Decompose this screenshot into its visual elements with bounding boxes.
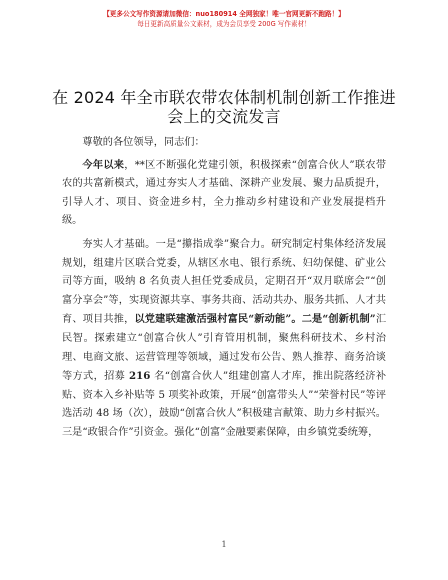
paragraph-talent-part-1: 夯实人才基础。一是“攥指成拳”聚合力。研究制定村集体经济发展规划，组建片区联合党委，从辖区水电、银行系统、妇幼保健、矿业公司等方面，吸纳 8 名负责人担任党委成员，定期召开“双月联席会”“创富分享会”等，实现资源共享、事务共商、活动共办、服务共抓、人才共育、项目共推，: [62, 238, 386, 326]
paragraph-talent: [62, 236, 386, 443]
document-title-line-1: 在 2024 年全市联农带农体制机制创新工作推进: [52, 88, 396, 107]
paragraph-intro: [62, 156, 386, 231]
promo-banner-line-2: 每日更新高质量公文素材，成为会员享受 200G 写作素材！: [137, 20, 311, 28]
paragraph-talent-part-3: 名“创富合伙人”组建创富人才库，推出院落经济补贴、资本入乡补贴等 5 项奖补政策，开展“创富带头人”“荣誉村民”等评选活动 48 场（次），鼓励“创富合伙人”积极建言献策、助力乡村振兴。三是“政银合作”引资金。强化“创富”金融要素保障，由乡镇党委统筹，: [62, 371, 387, 438]
paragraph-talent-part-2: 汇民智。探索建立“创富合伙人”引育管用机制，聚焦科研技术、乡村治理、电商文旅、运营管理等领域，通过发布公告、熟人推荐、商务洽谈等方式，招募: [62, 314, 387, 383]
document-title: [0, 88, 448, 126]
paragraph-intro-text: ，**区不断强化党建引领，积极探索“创富合伙人”联农带农的共富新模式，通过夯实人才基础、深耕产业发展、聚力品质提升，引导人才、项目、资金进乡村，全力推动乡村建设和产业发展提档升级。: [62, 159, 387, 227]
page-number: 1: [221, 540, 227, 549]
promo-banner: [0, 9, 448, 29]
document-title-line-2: 会上的交流发言: [167, 107, 281, 126]
paragraph-intro-lead: 今年以来: [82, 158, 125, 171]
paragraph-talent-bold-2: 216: [125, 370, 155, 383]
document-body: [62, 134, 386, 443]
promo-banner-line-1: 【更多公文写作资源请加微信：nuo180914 全网独家！唯一官网更新不跑路！】: [103, 10, 345, 18]
paragraph-talent-bold-1: 以党建联建激活强村富民“新动能”。二是“创新机制”: [134, 313, 376, 326]
greeting: 尊敬的各位领导，同志们：: [82, 137, 205, 148]
